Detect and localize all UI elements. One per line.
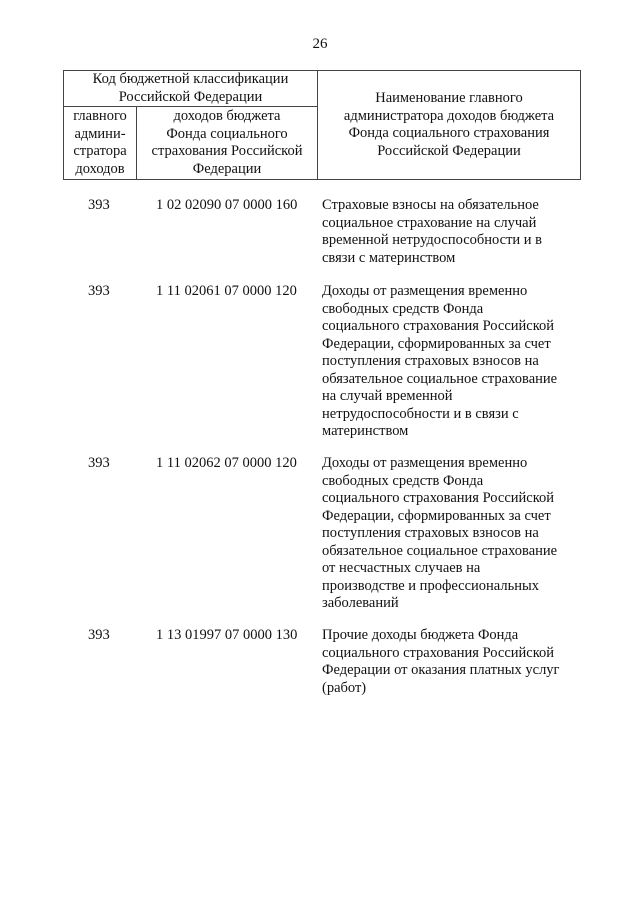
table-row: [0, 197, 640, 283]
income-code: 1 11 02061 07 0000 120: [156, 283, 297, 299]
page-number: 26: [312, 36, 328, 52]
income-code: 1 11 02062 07 0000 120: [156, 455, 297, 471]
header-code-group: Код бюджетной классификации Российской Федерации: [64, 71, 318, 107]
admin-code: 393: [88, 455, 110, 471]
admin-code: 393: [88, 197, 110, 213]
income-code: 1 13 01997 07 0000 130: [156, 627, 298, 643]
income-code: 1 02 02090 07 0000 160: [156, 197, 298, 213]
table-header: [63, 70, 581, 180]
table-row: [0, 455, 640, 627]
income-name: Прочие доходы бюджета Фонда социального страхования Российской Федерации от оказания платных услуг (работ): [322, 627, 560, 696]
header-admin-col: главного админи- стратора доходов: [64, 107, 137, 180]
admin-code: 393: [88, 283, 110, 299]
table-row: [0, 283, 640, 455]
admin-code: 393: [88, 627, 110, 643]
header-income-col: доходов бюджета Фонда социального страхования Российской Федерации: [137, 107, 318, 180]
table-body: [0, 197, 640, 697]
income-name: Доходы от размещения временно свободных средств Фонда социального страхования Российской Федерации, сформированных за счет поступления страховых взносов на обязательное социальное страхование на случай временной нетрудоспособности и в связи с материнством: [322, 283, 558, 439]
income-name: Страховые взносы на обязательное социальное страхование на случай временной нетрудоспособности и в связи с материнством: [322, 197, 543, 266]
header-name-col: Наименование главного администратора доходов бюджета Фонда социального страхования Российской Федерации: [318, 71, 581, 180]
table-row: [0, 627, 640, 697]
income-name: Доходы от размещения временно свободных средств Фонда социального страхования Российской Федерации, сформированных за счет поступления страховых взносов на обязательное социальное страхование от несчастных случаев на производстве и профессиональных заболеваний: [322, 455, 558, 611]
